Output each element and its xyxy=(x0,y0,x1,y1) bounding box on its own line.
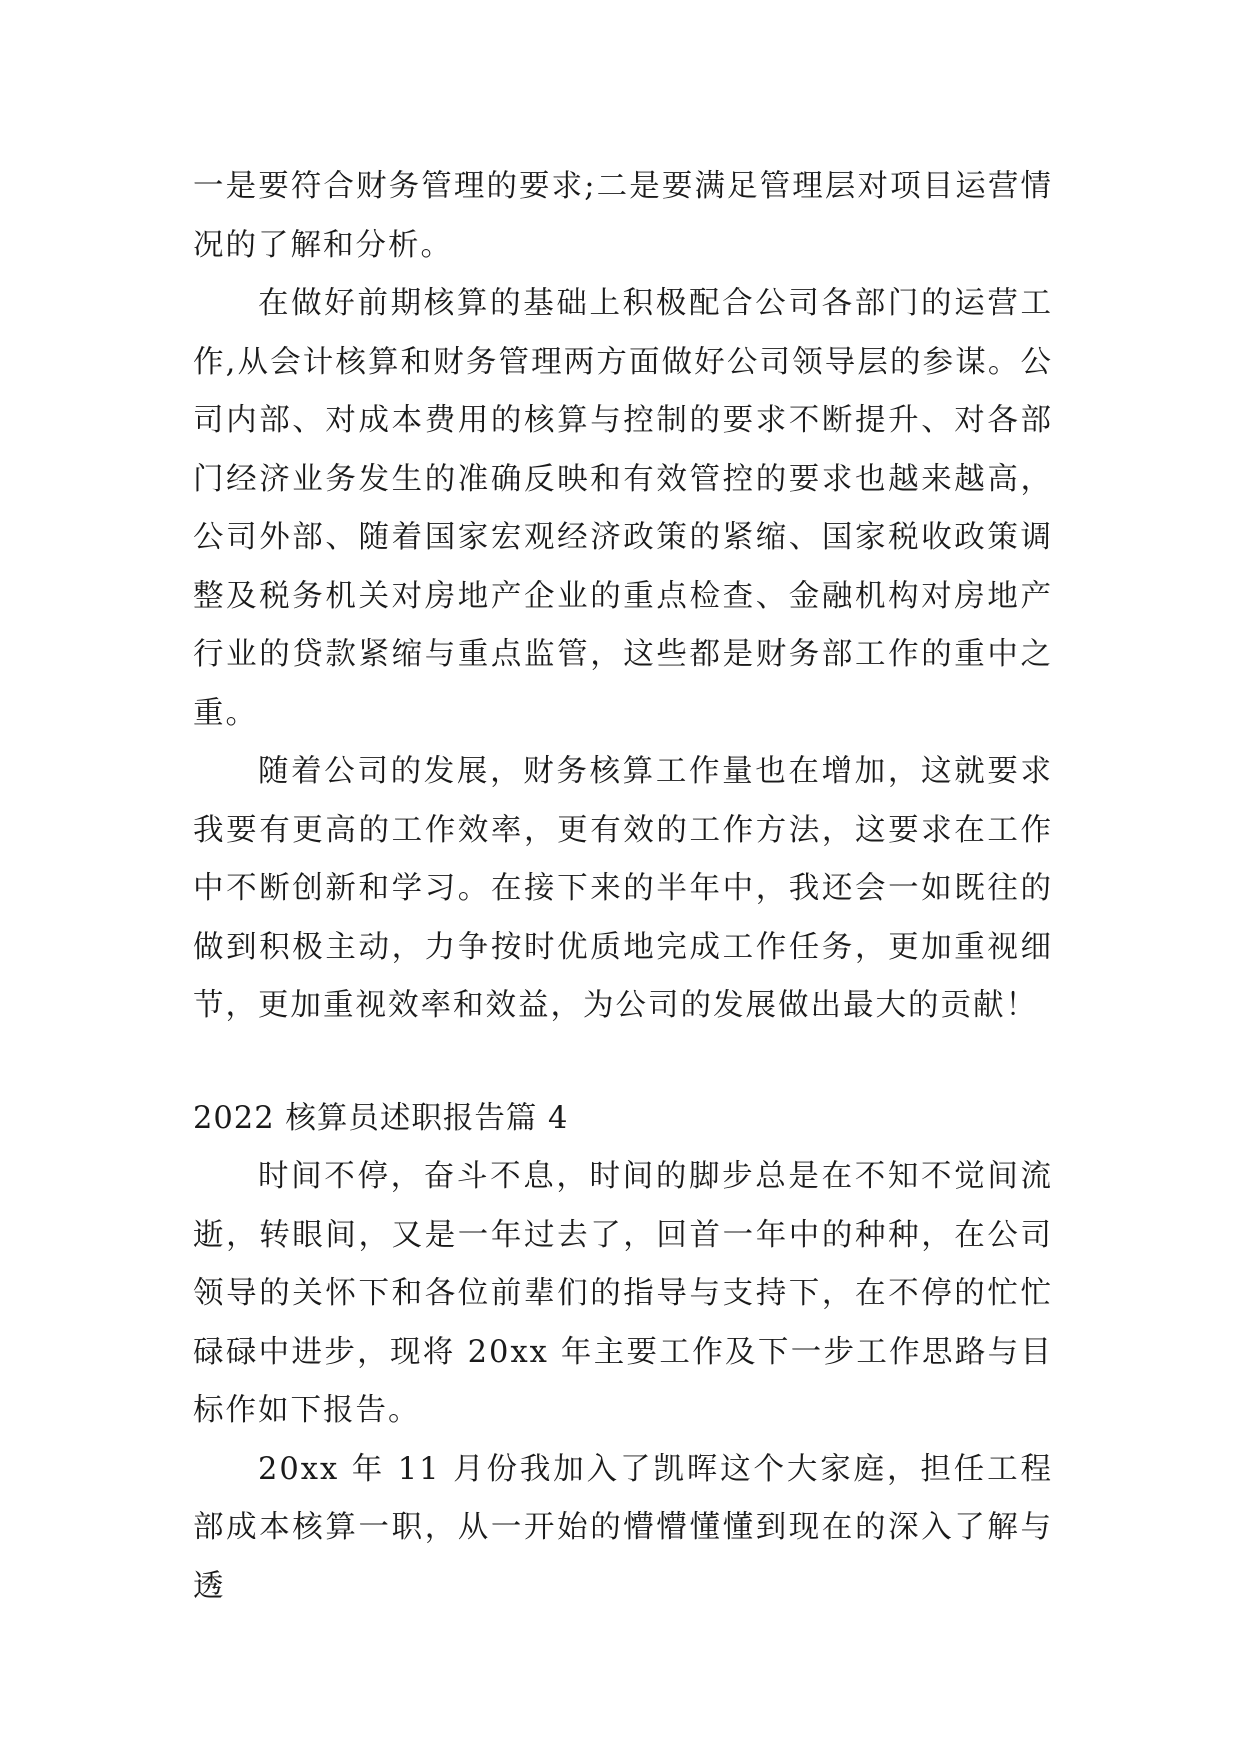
paragraph-accounting-management: 在做好前期核算的基础上积极配合公司各部门的运营工作,从会计核算和财务管理两方面做好公司领导层的参谋。公司内部、对成本费用的核算与控制的要求不断提升、对各部门经济业务发生的准确反映和有效管控的要求也越来越高，公司外部、随着国家宏观经济政策的紧缩、国家税收政策调整及税务机关对房地产企业的重点检查、金融机构对房地产行业的贷款紧缩与重点监管，这些都是财务部工作的重中之重。 xyxy=(193,286,1053,731)
paragraph-year-review: 时间不停，奋斗不息，时间的脚步总是在不知不觉间流逝，转眼间，又是一年过去了，回首一年中的种种，在公司领导的关怀下和各位前辈们的指导与支持下，在不停的忙忙碌碌中进步，现将 20xx 年主要工作及下一步工作思路与目标作如下报告。 xyxy=(193,1159,1053,1428)
paragraph-joined-company: 20xx 年 11 月份我加入了凯晖这个大家庭，担任工程部成本核算一职，从一开始的懵懵懂懂到现在的深入了解与透 xyxy=(193,1451,1053,1604)
paragraph-continuation: 一是要符合财务管理的要求;二是要满足管理层对项目运营情况的了解和分析。 xyxy=(193,169,1053,263)
paragraph-work-efficiency: 随着公司的发展，财务核算工作量也在增加，这就要求我要有更高的工作效率，更有效的工作方法，这要求在工作中不断创新和学习。在接下来的半年中，我还会一如既往的做到积极主动，力争按时优质地完成工作任务，更加重视细节，更加重视效率和效益，为公司的发展做出最大的贡献！ xyxy=(193,754,1053,1023)
section-heading: 2022 核算员述职报告篇 4 xyxy=(193,1100,569,1136)
document-body xyxy=(193,158,1053,1616)
